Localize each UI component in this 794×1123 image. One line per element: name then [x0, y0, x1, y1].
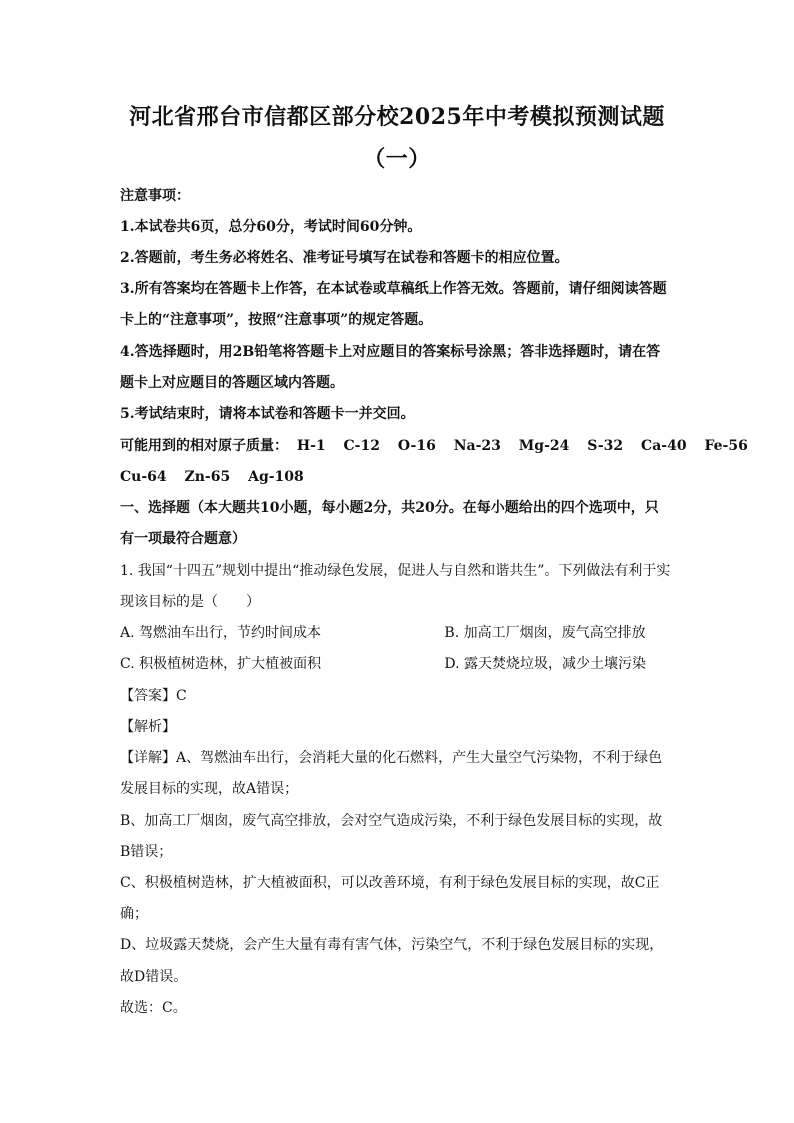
atomic-mass: Mg-24 — [518, 438, 570, 454]
atomic-mass: Zn-65 — [184, 469, 231, 485]
answer: 【答案】C — [120, 688, 187, 704]
atomic-mass: H-1 — [296, 438, 326, 454]
detail-line-2: 发展目标的实现，故A错误； — [120, 781, 299, 797]
notice-item-2: 2.答题前，考生务必将姓名、准考证号填写在试卷和答题卡的相应位置。 — [120, 250, 569, 266]
notice-item-3-line-1: 3.所有答案均在答题卡上作答，在本试卷或草稿纸上作答无效。答题前，请仔细阅读答题 — [120, 281, 667, 297]
atomic-mass: Ag-108 — [248, 469, 304, 485]
notice-item-3-line-2: 卡上的“注意事项”，按照“注意事项”的规定答题。 — [120, 312, 433, 328]
options-row-1 — [120, 624, 674, 642]
detail-line-6: 确； — [120, 906, 148, 922]
analysis-heading: 【解析】 — [120, 719, 176, 735]
atomic-mass: C-12 — [343, 438, 380, 454]
atomic-mass: Ca-40 — [641, 438, 687, 454]
detail-line-7: D、垃圾露天焚烧，会产生大量有毒有害气体，污染空气，不利于绿色发展目标的实现， — [120, 937, 664, 953]
notice-item-4-line-2: 题卡上对应题目的答题区域内答题。 — [120, 375, 344, 391]
atomic-mass: Fe-56 — [704, 438, 748, 454]
detail-line-1: 【详解】A、驾燃油车出行，会消耗大量的化石燃料，产生大量空气污染物，不利于绿色 — [120, 750, 663, 766]
notice-item-4-line-1: 4.答选择题时，用2B铅笔将答题卡上对应题目的答案标号涂黑；答非选择题时，请在答 — [120, 344, 661, 360]
notice-item-5: 5.考试结束时，请将本试卷和答题卡一并交回。 — [120, 406, 415, 422]
conclusion: 故选：C。 — [120, 1000, 187, 1016]
page-subtitle: （一） — [363, 146, 431, 172]
section-heading-line-1: 一、选择题（本大题共10小题，每小题2分，共20分。在每小题给出的四个选项中，只 — [120, 500, 659, 516]
atomic-mass: O-16 — [397, 438, 436, 454]
question-stem-line-1: 1. 我国“十四五”规划中提出“推动绿色发展，促进人与自然和谐共生”。下列做法有利于实 — [120, 563, 671, 579]
notice-heading: 注意事项： — [120, 188, 190, 204]
question-stem-line-2: 现该目标的是（ ） — [120, 594, 260, 610]
detail-line-3: B、加高工厂烟囱，废气高空排放，会对空气造成污染，不利于绿色发展目标的实现，故 — [120, 813, 663, 829]
atomic-masses-label: 可能用到的相对原子质量： — [120, 438, 288, 454]
notice-item-1: 1.本试卷共6页，总分60分，考试时间60分钟。 — [120, 219, 422, 235]
atomic-mass: S-32 — [587, 438, 624, 454]
atomic-mass: Na-23 — [453, 438, 501, 454]
detail-line-5: C、积极植树造林，扩大植被面积，可以改善环境，有利于绿色发展目标的实现，故C正 — [120, 875, 660, 891]
section-heading-line-2: 有一项最符合题意） — [120, 531, 246, 547]
option-d: D. 露天焚烧垃圾，减少土壤污染 — [444, 656, 647, 672]
option-a: A. 驾燃油车出行，节约时间成本 — [120, 625, 322, 641]
atomic-masses-line-2 — [120, 468, 674, 486]
atomic-mass: Cu-64 — [120, 469, 167, 485]
options-row-2 — [120, 655, 674, 673]
detail-line-8: 故D错误。 — [120, 969, 188, 985]
detail-line-4: B错误； — [120, 844, 173, 860]
option-b: B. 加高工厂烟囱，废气高空排放 — [444, 625, 646, 641]
atomic-masses-line-1 — [120, 437, 748, 455]
option-c: C. 积极植树造林，扩大植被面积 — [120, 656, 322, 672]
page-title: 河北省邢台市信都区部分校2025年中考模拟预测试题 — [129, 104, 665, 130]
